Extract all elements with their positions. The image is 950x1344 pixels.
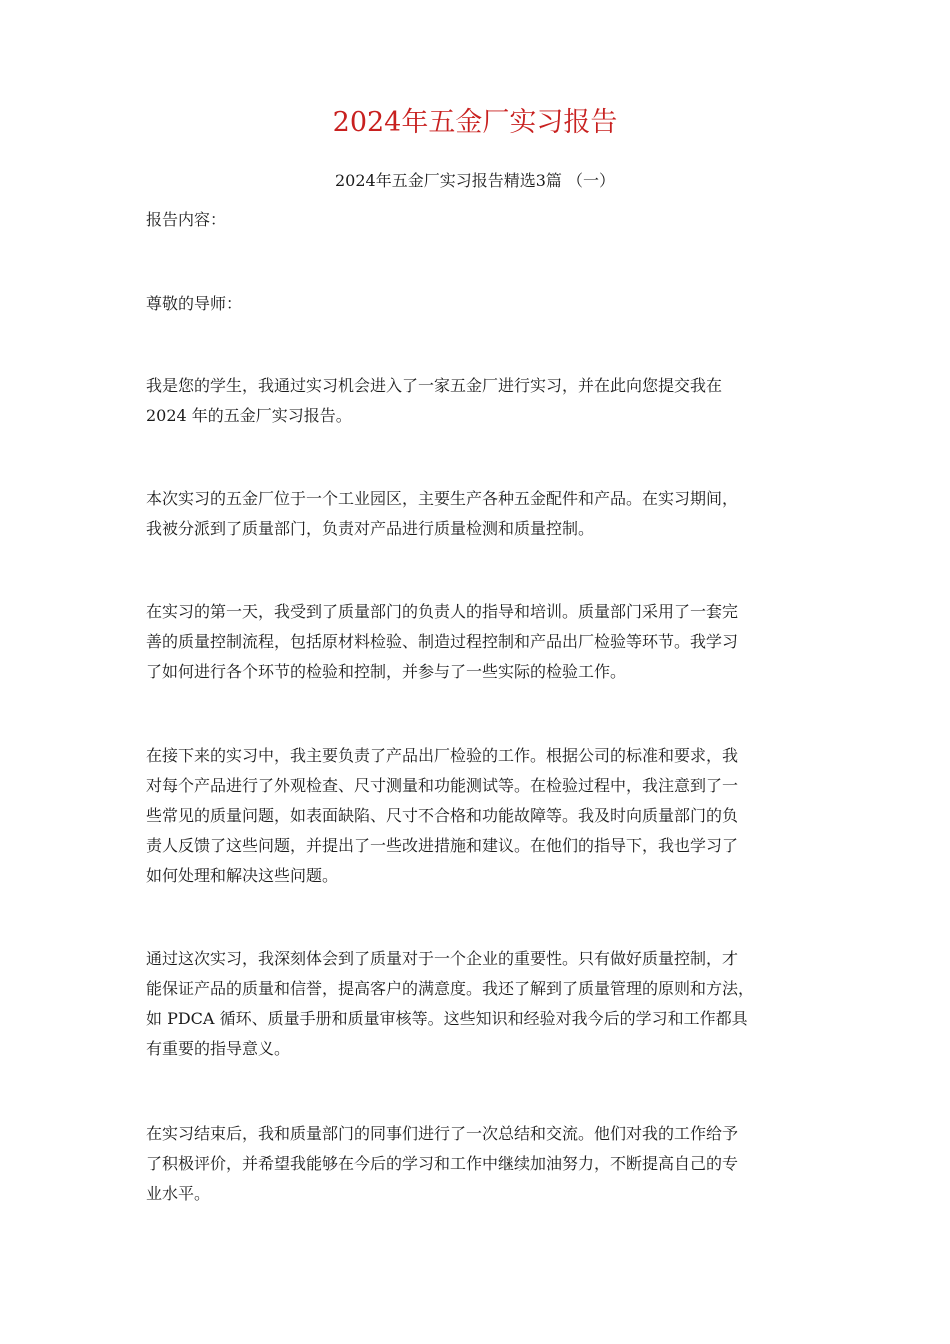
paragraph-line: 责人反馈了这些问题，并提出了一些改进措施和建议。在他们的指导下，我也学习了: [146, 836, 739, 855]
paragraph-line: 我被分派到了质量部门，负责对产品进行质量检测和质量控制。: [146, 519, 595, 538]
paragraph-3: [146, 597, 806, 687]
paragraph-line: 在实习的第一天，我受到了质量部门的负责人的指导和培训。质量部门采用了一套完: [146, 602, 739, 621]
report-content-label: 报告内容：: [146, 210, 227, 229]
paragraph-line: 些常见的质量问题，如表面缺陷、尺寸不合格和功能故障等。我及时向质量部门的负: [146, 806, 739, 825]
paragraph-line: 如何处理和解决这些问题。: [146, 866, 339, 885]
paragraph-line: 通过这次实习，我深刻体会到了质量对于一个企业的重要性。只有做好质量控制，才: [146, 949, 739, 968]
paragraph-line: 能保证产品的质量和信誉，提高客户的满意度。我还了解到了质量管理的原则和方法，: [146, 979, 755, 998]
paragraph-line: 了积极评价，并希望我能够在今后的学习和工作中继续加油努力，不断提高自己的专: [146, 1154, 739, 1173]
greeting: 尊敬的导师：: [146, 294, 243, 313]
paragraph-line: 如 PDCA 循环、质量手册和质量审核等。这些知识和经验对我今后的学习和工作都具: [146, 1009, 748, 1028]
paragraph-line: 有重要的指导意义。: [146, 1039, 291, 1058]
paragraph-line: 了如何进行各个环节的检验和控制，并参与了一些实际的检验工作。: [146, 662, 627, 681]
paragraph-line: 善的质量控制流程，包括原材料检验、制造过程控制和产品出厂检验等环节。我学习: [146, 632, 739, 651]
paragraph-1: [146, 371, 806, 431]
paragraph-line: 业水平。: [146, 1184, 211, 1203]
paragraph-line: 我是您的学生，我通过实习机会进入了一家五金厂进行实习，并在此向您提交我在: [146, 376, 723, 395]
paragraph-5: [146, 944, 806, 1064]
paragraph-line: 对每个产品进行了外观检查、尺寸测量和功能测试等。在检验过程中，我注意到了一: [146, 776, 739, 795]
paragraph-line: 在实习结束后，我和质量部门的同事们进行了一次总结和交流。他们对我的工作给予: [146, 1124, 739, 1143]
paragraph-line: 在接下来的实习中，我主要负责了产品出厂检验的工作。根据公司的标准和要求，我: [146, 746, 739, 765]
paragraph-line: 2024 年的五金厂实习报告。: [146, 406, 352, 425]
document-title: 2024年五金厂实习报告: [332, 107, 618, 138]
paragraph-4: [146, 741, 806, 891]
paragraph-2: [146, 484, 806, 544]
document-subtitle: 2024年五金厂实习报告精选3篇 （一）: [335, 171, 615, 190]
paragraph-6: [146, 1119, 806, 1209]
paragraph-line: 本次实习的五金厂位于一个工业园区，主要生产各种五金配件和产品。在实习期间，: [146, 489, 739, 508]
